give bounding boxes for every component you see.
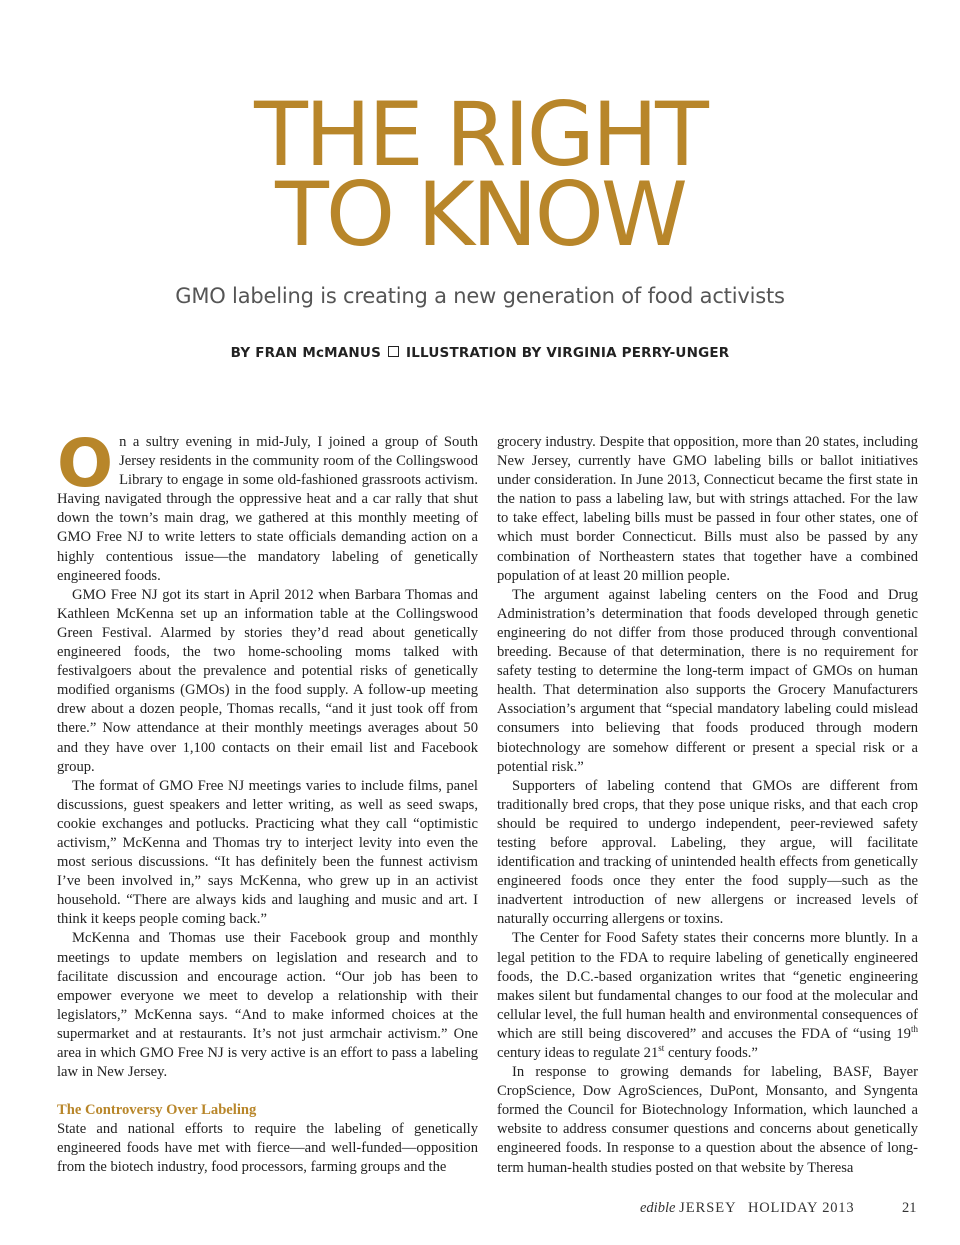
- paragraph-text: century foods.”: [664, 1045, 758, 1061]
- paragraph: The format of GMO Free NJ meetings varies to include films, panel discussions, guest speakers and letter writing, as well as seed swaps, cookie exchanges and potlucks. Practicing what they call “optimistic activism,” McKenna and Thomas try to interject levity into even the most serious discussions. “It has definitely been the funnest activism I’ve been involved in,” says McKenna, who grew up in an activist household. “There are always kids and laughing and music and art. I think it keeps people coming back.”: [57, 777, 478, 928]
- title-line-1: THE RIGHT: [254, 83, 706, 186]
- paragraph: The argument against labeling centers on the Food and Drug Administration’s determination that foods developed through genetic engineering do not differ from those produced through conventional breeding. Because of that determination, there is no requirement for safety testing to determine the long-term impact of GMOs on human health. That determination also supports the Grocery Manufacturers Association’s argument that “special mandatory labeling could mislead consumers into believing that foods produced through modern biotechnology are somehow different or present a special risk or a potential risk.”: [497, 586, 918, 775]
- paragraph: Supporters of labeling contend that GMOs are different from traditionally bred crops, that they pose unique risks, and that each crop should be required to undergo independent, peer-reviewed safety testing before approval. Labeling, they argue, will facilitate identification and tracking of unintended health effects from genetically engineered foods once they enter the food supply—such as the inadvertent introduction of new allergens or increased levels of naturally occurring allergens or toxins.: [497, 777, 918, 928]
- square-separator-icon: [388, 346, 399, 357]
- superscript: th: [910, 1024, 918, 1035]
- drop-cap: O: [57, 425, 114, 502]
- publication-brand-italic: edible: [640, 1200, 676, 1216]
- article-title: [0, 83, 960, 266]
- page-footer: [640, 1200, 920, 1217]
- superscript: st: [658, 1043, 665, 1054]
- paragraph: State and national efforts to require the labeling of genetically engineered foods have met with fierce—and well-funded—opposition from the biotech industry, food processors, farming groups and the: [57, 1121, 478, 1176]
- publication-brand: JERSEY: [679, 1200, 737, 1216]
- byline-illustrator: ILLUSTRATION BY VIRGINIA PERRY-UNGER: [406, 345, 730, 361]
- paragraph: [57, 425, 478, 586]
- right-column: [497, 433, 918, 1178]
- paragraph: [497, 929, 918, 1063]
- byline: [0, 345, 960, 361]
- paragraph-text: n a sultry evening in mid-July, I joined a group of South Jersey residents in the community room of the Collingswood Library to engage in some old-fashioned grassroots activism. Having navigated through the oppressive heat and a car rally that shut down the town’s main drag, we gathered at this monthly meeting of GMO Free NJ to write letters to state officials demanding action on a highly contentious issue—the mandatory labeling of genetically engineered foods.: [57, 434, 478, 584]
- byline-author: BY FRAN McMANUS: [230, 345, 382, 361]
- issue-label: HOLIDAY 2013: [748, 1200, 855, 1216]
- paragraph-text: century ideas to regulate 21: [497, 1045, 659, 1061]
- paragraph: GMO Free NJ got its start in April 2012 when Barbara Thomas and Kathleen McKenna set up an information table at the Collingswood Green Festival. Alarmed by stories they’d read about genetically engineered foods, the two home-schooling moms talked with festivalgoers about the prevalence and potential risks of genetically modified organisms (GMOs) in the food supply. A follow-up meeting drew about a dozen people, Thomas recalls, “and it just took off from there.” Now attendance at their monthly meetings averages about 50 and they have over 1,100 contacts on their email list and Facebook group.: [57, 586, 478, 775]
- paragraph: grocery industry. Despite that opposition, more than 20 states, including New Jersey, currently have GMO labeling bills or ballot initiatives under consideration. In June 2013, Connecticut became the first state in the nation to pass a labeling law, but with strings attached. For the law to take effect, labeling bills must be passed in four other states, one of which must border Connecticut. Bills must also be passed by any combination of Northeastern states that together have a combined population of at least 20 million people.: [497, 434, 918, 584]
- section-subhead: The Controversy Over Labeling: [57, 1102, 257, 1119]
- paragraph: McKenna and Thomas use their Facebook group and monthly meetings to update members on legislation and research and to facilitate discussion and encourage action. “Our job has been to empower everyone we meet to develop a relationship with their legislators,” McKenna says. “And to make informed choices at the supermarket and at restaurants. It’s not just armchair activism.” One area in which GMO Free NJ is very active is an effort to pass a labeling law in New Jersey.: [57, 930, 478, 1081]
- paragraph: In response to growing demands for labeling, BASF, Bayer CropScience, Dow AgroSciences, DuPont, Monsanto, and Syngenta formed the Council for Biotechnology Information, which launched a website to address consumer questions and concerns about genetically engineered foods. In response to a question about the absence of long-term human-health studies posted on that website by Theresa: [497, 1064, 918, 1176]
- paragraph-text: The Center for Food Safety states their concerns more bluntly. In a legal petition to the FDA to require labeling of genetically engineered foods, the D.C.-based organization writes that “genetic engineering makes silent but fundamental changes to our food at the molecular and cellular level, the full human health and environmental consequences of which are still being discovered” and accuses the FDA of “using 19: [497, 930, 918, 1042]
- left-column: [57, 425, 478, 1178]
- article-subtitle: GMO labeling is creating a new generation of food activists: [175, 284, 785, 308]
- page-number: 21: [902, 1200, 917, 1216]
- title-line-2: TO KNOW: [275, 163, 685, 266]
